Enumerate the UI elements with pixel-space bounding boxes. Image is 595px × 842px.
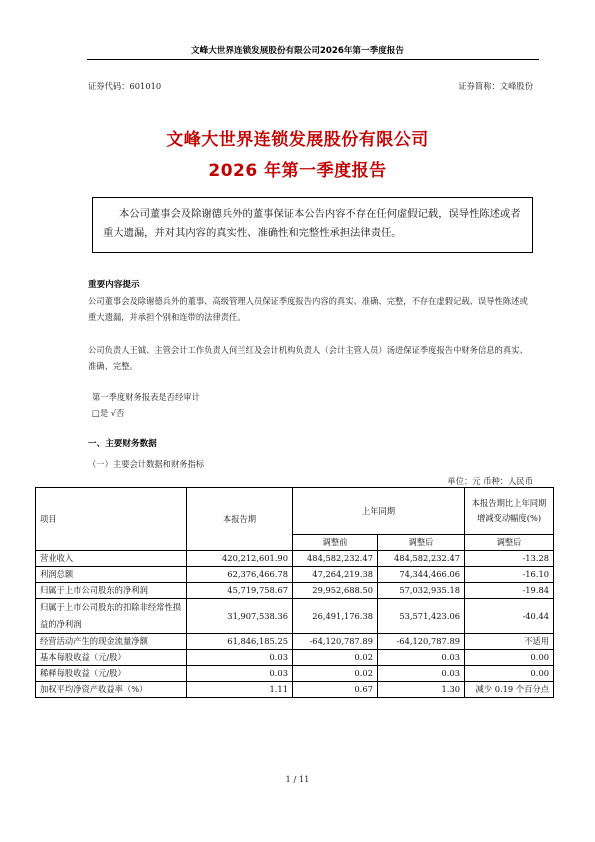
cell-before: 484,582,232.47 <box>293 551 378 567</box>
header-current-period: 本报告期 <box>187 488 293 551</box>
cell-current: 0.03 <box>187 666 293 682</box>
cell-after: 57,032,935.18 <box>378 583 465 599</box>
cell-change: 不适用 <box>465 634 554 650</box>
audit-answer: □是 √否 <box>92 408 125 418</box>
table-row <box>36 650 554 666</box>
header-change-pct: 本报告期比上年同期增减变动幅度(%) <box>465 488 554 535</box>
header-item: 项目 <box>36 488 187 551</box>
board-notice-box: 本公司董事会及除谢德兵外的董事保证本公告内容不存在任何虚假记载，误导性陈述或者重大遗漏，并对其内容的真实性、准确性和完整性承担法律责任。 <box>92 197 533 253</box>
cell-before: 0.67 <box>293 682 378 698</box>
page-number: 1 / 11 <box>285 774 310 784</box>
row-label: 归属于上市公司股东的扣除非经常性损益的净利润 <box>36 599 187 634</box>
cell-current: 420,212,601.90 <box>187 551 293 567</box>
cell-current: 1.11 <box>187 682 293 698</box>
report-title-line1: 文峰大世界连锁发展股份有限公司 <box>166 130 429 150</box>
important-heading: 重要内容提示 <box>88 280 140 290</box>
row-label: 经营活动产生的现金流量净额 <box>36 634 187 650</box>
cell-current: 61,846,185.25 <box>187 634 293 650</box>
cell-change: -40.44 <box>465 599 554 634</box>
section-1-subheading: （一）主要会计数据和财务指标 <box>88 459 205 469</box>
cell-change: -16.10 <box>465 567 554 583</box>
cell-change: -13.28 <box>465 551 554 567</box>
important-para-2: 公司负责人王钺、主管会计工作负责人何兰红及会计机构负责人（会计主管人员）汤进保证季度报告中财务信息的真实、准确、完整。 <box>88 345 528 371</box>
row-label: 基本每股收益（元/股） <box>36 650 187 666</box>
row-label: 归属于上市公司股东的净利润 <box>36 583 187 599</box>
cell-change: -19.84 <box>465 583 554 599</box>
cell-after: 0.03 <box>378 666 465 682</box>
table-row <box>36 551 554 567</box>
cell-change: 0.00 <box>465 666 554 682</box>
table-row <box>36 599 554 634</box>
cell-before: 47,264,219.38 <box>293 567 378 583</box>
table-row <box>36 634 554 650</box>
cell-before: 26,491,176.38 <box>293 599 378 634</box>
cell-current: 62,376,466.78 <box>187 567 293 583</box>
unit-currency-label: 单位：元 币种：人民币 <box>447 476 533 486</box>
cell-change: 0.00 <box>465 650 554 666</box>
cell-before: 0.02 <box>293 666 378 682</box>
cell-after: 484,582,232.47 <box>378 551 465 567</box>
row-label: 稀释每股收益（元/股） <box>36 666 187 682</box>
cell-after: -64,120,787.89 <box>378 634 465 650</box>
security-code: 证券代码：601010 <box>88 81 162 91</box>
important-para-1: 公司董事会及除谢德兵外的董事、高级管理人员保证季度报告内容的真实、准确、完整，不存在虚假记载、误导性陈述或重大遗漏，并承担个别和连带的法律责任。 <box>88 296 528 322</box>
cell-after: 0.03 <box>378 650 465 666</box>
row-label: 加权平均净资产收益率（%） <box>36 682 187 698</box>
cell-after: 1.30 <box>378 682 465 698</box>
cell-current: 0.03 <box>187 650 293 666</box>
header-after-adjust: 调整后 <box>378 535 465 551</box>
header-prior-year: 上年同期 <box>293 488 465 535</box>
cell-before: -64,120,787.89 <box>293 634 378 650</box>
cell-current: 31,907,538.36 <box>187 599 293 634</box>
header-rule <box>87 59 539 60</box>
cell-before: 29,952,688.50 <box>293 583 378 599</box>
cell-after: 74,344,466.06 <box>378 567 465 583</box>
table-row <box>36 666 554 682</box>
table-row <box>36 567 554 583</box>
header-before-adjust: 调整前 <box>293 535 378 551</box>
financial-data-table <box>35 487 554 698</box>
table-row <box>36 682 554 698</box>
row-label: 营业收入 <box>36 551 187 567</box>
report-title-line2: 2026 年第一季度报告 <box>208 161 387 181</box>
cell-after: 53,571,423.06 <box>378 599 465 634</box>
row-label: 利润总额 <box>36 567 187 583</box>
running-header: 文峰大世界连锁发展股份有限公司2026年第一季度报告 <box>191 46 404 56</box>
section-1-heading: 一、主要财务数据 <box>88 439 157 449</box>
header-change-adjusted: 调整后 <box>465 535 554 551</box>
cell-current: 45,719,758.67 <box>187 583 293 599</box>
cell-before: 0.02 <box>293 650 378 666</box>
cell-change: 减少 0.19 个百分点 <box>465 682 554 698</box>
audit-question: 第一季度财务报表是否经审计 <box>92 392 200 402</box>
security-abbr: 证券简称：文峰股份 <box>458 81 533 91</box>
table-row <box>36 583 554 599</box>
